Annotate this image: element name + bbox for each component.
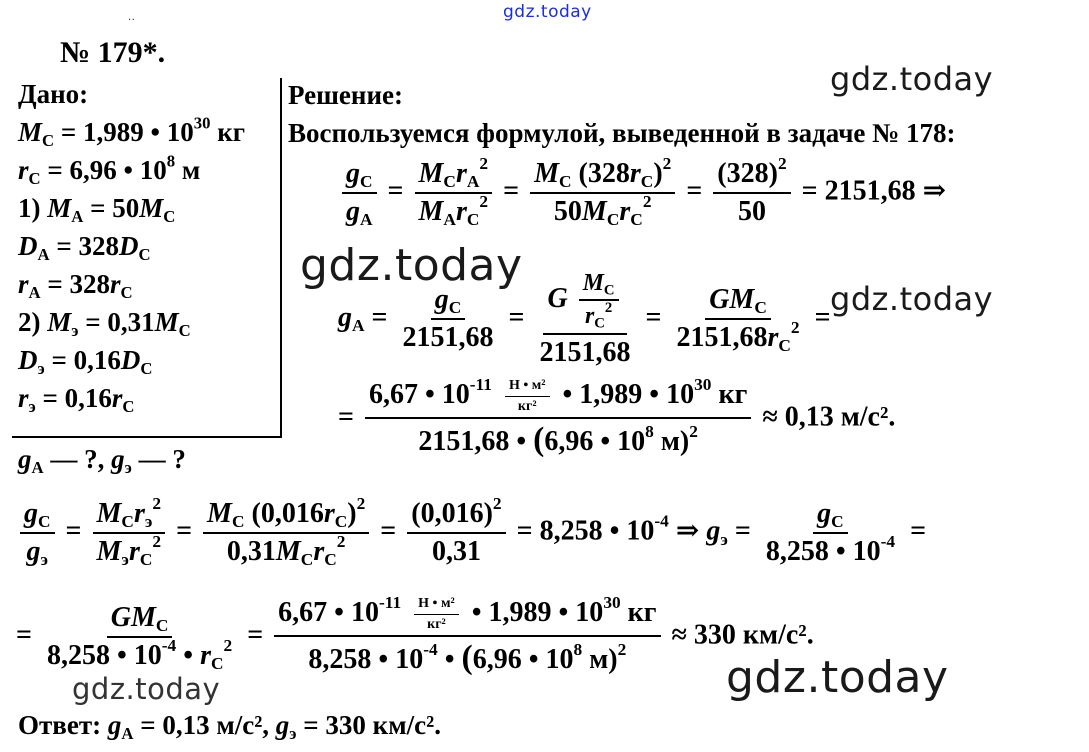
- dots-mark: ..: [128, 12, 136, 23]
- find-line: $g_A$ — ?, $g_э$ — ?: [18, 444, 186, 478]
- watermark-right-1: gdz.today: [830, 60, 994, 98]
- given-line-ma: 1) $M_A = 50M_C$: [18, 193, 176, 227]
- given-line-me: 2) $M_э = 0,31M_C$: [18, 307, 191, 341]
- given-line-mc: $M_C = 1,989$ • $10^{30}$ кг: [18, 113, 246, 151]
- given-title: Дано:: [18, 79, 89, 109]
- eq1-result: 2151,68 ⇒: [824, 175, 947, 207]
- given-divider-horizontal: [12, 436, 282, 438]
- given-block: [18, 75, 245, 417]
- given-line-da: $D_A = 328D_C$: [18, 231, 151, 265]
- problem-number: № 179*.: [60, 36, 166, 69]
- given-line-rc: $r_C = 6,96$ • $10^8$ м: [18, 151, 201, 189]
- eq5-result: ≈ 330 км/с².: [671, 619, 814, 651]
- equation-2: $g_A$ = $\frac{g_C}{2151,68}$ = G $\frac{M_C}{r_C^2}$ 2151,68 = $\frac{GM_C}{2151,68r_C^2}$ =: [338, 270, 831, 368]
- eq3-result: ≈ 0,13 м/с².: [762, 401, 896, 433]
- given-line-ra: $r_A = 328r_C$: [18, 269, 133, 303]
- equation-5: = $\frac{GM_C}{8,258 • 10^{-4} • r_C^2}$ = 6,67 • $10^{-11}$ $\frac{\text{Н • м²}}{\text{кг²}}$ • 1,989 • $10^{30}$ кг 8,258 • $10^{-4}$ • (6,96 • $10^8$ м)$^2$ ≈ 330 км/с².: [16, 593, 814, 677]
- equation-3: = 6,67 • $10^{-11}$ $\frac{\text{Н • м²}}{\text{кг²}}$ • 1,989 • $10^{30}$ кг 2151,68 • (6,96 • $10^8$ м)$^2$ ≈ 0,13 м/с².: [338, 375, 896, 459]
- equation-4: $\frac{g_C}{g_э}$ = $\frac{M_Cr_э^2}{M_эr_C^2}$ = $\frac{M_C (0,016r_C)^2}{0,31M_Cr_C^2}$ = $\frac{(0,016)^2}{0,31}$ = 8,258 • $10^{-4}$ ⇒ $g_э$ = $\frac{g_C}{8,258 • 10^{-4}}$ =: [16, 498, 926, 568]
- watermark-mid-right: gdz.today: [830, 280, 994, 318]
- solution-intro: Воспользуемся формулой, выведенной в задаче № 178:: [288, 118, 956, 148]
- given-line-de: $D_э = 0,16D_C$: [18, 345, 153, 379]
- watermark-mid-left: gdz.today: [300, 240, 523, 291]
- watermark-bottom-left: gdz.today: [72, 672, 221, 706]
- watermark-bottom-right: gdz.today: [726, 652, 949, 703]
- given-divider-vertical: [280, 78, 282, 438]
- solution-title: Решение:: [288, 80, 403, 110]
- watermark-top: gdz.today: [503, 2, 592, 22]
- equation-1: $\frac{g_C}{g_A}$ = $\frac{M_Cr_A^2}{M_Ar_C^2}$ = $\frac{M_C (328r_C)^2}{50M_Cr_C^2}$ = $\frac{(328)^2}{50}$ = 2151,68 ⇒: [338, 158, 946, 228]
- answer-line: Ответ: $g_A = 0,13$ м/с², $g_э = 330$ км/с².: [18, 710, 441, 744]
- given-line-re: $r_э = 0,16r_C$: [18, 383, 135, 417]
